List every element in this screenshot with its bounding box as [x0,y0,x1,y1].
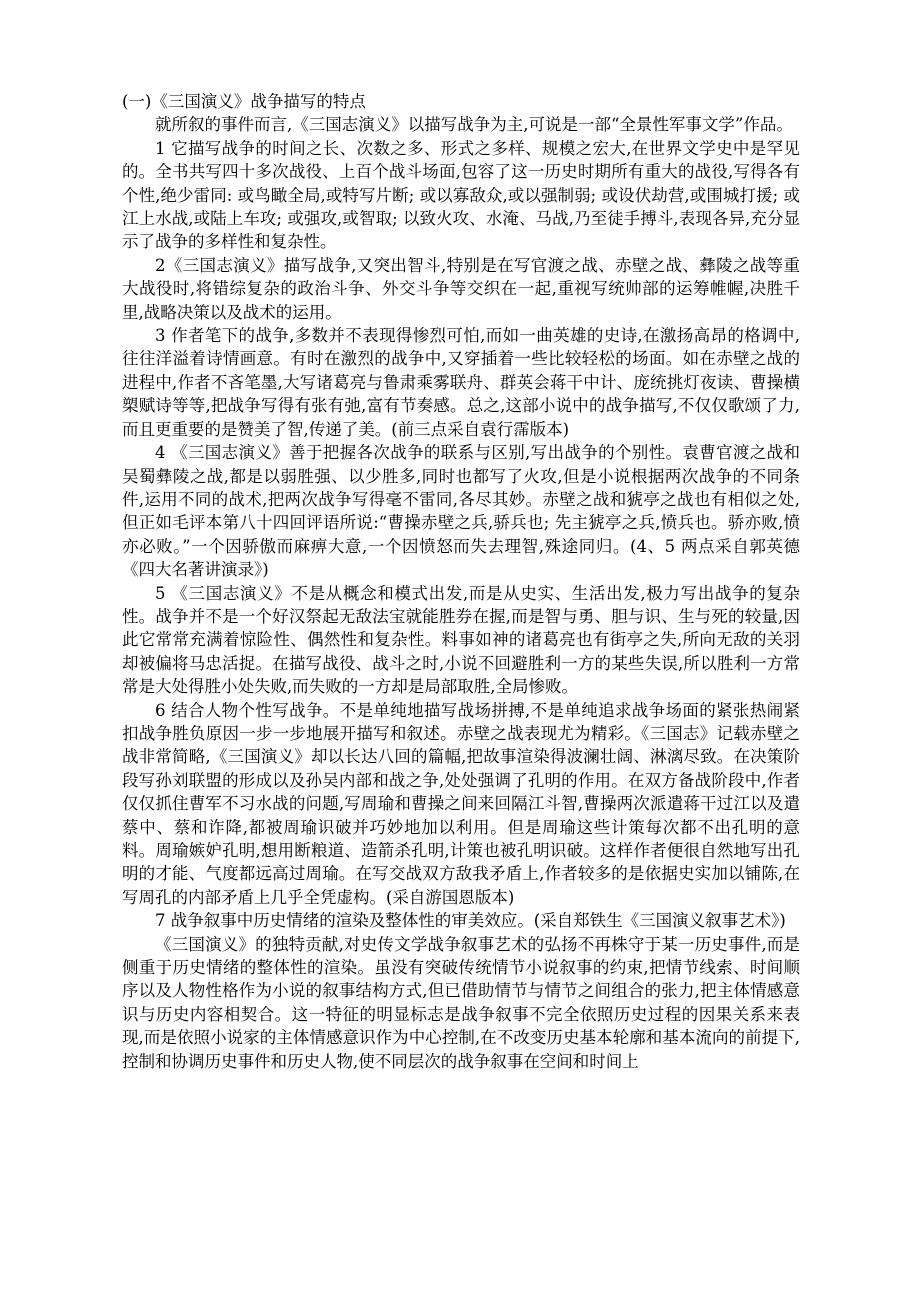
section-heading: (一)《三国演义》战争描写的特点 [122,92,366,111]
paragraph-point-5: 5 《三国志演义》不是从概念和模式出发,而是从史实、生活出发,极力写出战争的复杂性。战争并不是一个好汉祭起无敌法宝就能胜券在握,而是智与勇、胆与识、生与死的较量,因此它常常充满着惊险性、偶然性和复杂性。料事如神的诸葛亮也有街亭之失,所向无敌的关羽却被偏将马忠活捉。在描写战役、战斗之时,小说不回避胜利一方的某些失误,所以胜利一方常常是大处得胜小处失败,而失败的一方却是局部取胜,全局惨败。 [122,583,800,697]
paragraph-point-4: 4 《三国志演义》善于把握各次战争的联系与区别,写出战争的个别性。袁曹官渡之战和吴蜀彝陵之战,都是以弱胜强、以少胜多,同时也都写了火攻,但是小说根据两次战争的不同条件,运用不同的战术,把两次战争写得毫不雷同,各尽其妙。赤壁之战和猇亭之战也有相似之处,但正如毛评本第八十四回评语所说:“曹操赤壁之兵,骄兵也; 先主猇亭之兵,愤兵也。骄亦败,愤亦必败。”一个因骄傲而麻痹大意,一个因愤怒而失去理智,殊途同归。(4、5 两点采自郭英德《四大名著讲演录》) [122,443,800,580]
paragraph-intro: 就所叙的事件而言,《三国志演义》以描写战争为主,可说是一部“全景性军事文学”作品。 [155,115,793,135]
paragraph-point-7-body: 《三国演义》的独特贡献,对史传文学战争叙事艺术的弘扬不再株守于某一历史事件,而是侧重于历史情绪的整体性的渲染。虽没有突破传统情节小说叙事的约束,把情节线索、时间顺序以及人物性格作为小说的叙事结构方式,但已借助情节与情节之间组合的张力,把主体情感意识与历史内容相契合。这一特征的明显标志是战争叙事不完全依照历史过程的因果关系来表现,而是依照小说家的主体情感意识作为中心控制,在不改变历史基本轮廓和基本流向的前提下,控制和协调历史事件和历史人物,使不同层次的战争叙事在空间和时间上 [122,934,800,1071]
paragraph-point-6: 6 结合人物个性写战争。不是单纯地描写战场拼搏,不是单纯追求战争场面的紧张热闹紧扣战争胜负原因一步一步地展开描写和叙述。赤壁之战表现尤为精彩。《三国志》记载赤壁之战非常简略,《三国演义》却以长达八回的篇幅,把故事渲染得波澜壮阔、淋漓尽致。在决策阶段写孙刘联盟的形成以及孙吴内部和战之争,处处强调了孔明的作用。在双方备战阶段中,作者仅仅抓住曹军不习水战的问题,写周瑜和曹操之间来回隔江斗智,曹操两次派遣蒋干过江以及遣蔡中、蔡和诈降,都被周瑜识破并巧妙地加以利用。但是周瑜这些计策每次都不出孔明的意料。周瑜嫉妒孔明,想用断粮道、造箭杀孔明,计策也被孔明识破。这样作者便很自然地写出孔明的才能、气度都远高过周瑜。在写交战双方敌我矛盾上,作者较多的是依据史实加以铺陈,在写周孔的内部矛盾上几乎全凭虚构。(采自游国恩版本) [122,700,800,907]
paragraph-point-7: 7 战争叙事中历史情绪的渲染及整体性的审美效应。(采自郑铁生《三国演义叙事艺术》) [155,911,786,931]
paragraph-point-3: 3 作者笔下的战争,多数并不表现得惨烈可怕,而如一曲英雄的史诗,在激扬高昂的格调中,往往洋溢着诗情画意。有时在激烈的战争中,又穿插着一些比较轻松的场面。如在赤壁之战的进程中,作者不吝笔墨,大写诸葛亮与鲁肃乘雾联舟、群英会蒋干中计、庞统挑灯夜读、曹操横槊赋诗等等,把战争写得有张有弛,富有节奏感。总之,这部小说中的战争描写,不仅仅歌颂了力,而且更重要的是赞美了智,传递了美。(前三点采自袁行霈版本) [122,326,800,439]
paragraph-point-1: 1 它描写战争的时间之长、次数之多、形式之多样、规模之宏大,在世界文学史中是罕见的。全书共写四十多次战役、上百个战斗场面,包容了这一历史时期所有重大的战役,写得各有个性,绝少雷同: 或鸟瞰全局,或特写片断; 或以寡敌众,或以强制弱; 或设伏劫营,或围城打援; 或江上水战,或陆上车攻; 或强攻,或智取; 以致火攻、水淹、马战,乃至徒手搏斗,表现各异,充分显示了战争的多样性和复杂性。 [122,138,800,252]
paragraph-point-2: 2《三国志演义》描写战争,又突出智斗,特别是在写官渡之战、赤壁之战、彝陵之战等重大战役时,将错综复杂的政治斗争、外交斗争等交织在一起,重视写统帅部的运筹帷幄,决胜千里,战略决策以及战术的运用。 [122,255,800,322]
